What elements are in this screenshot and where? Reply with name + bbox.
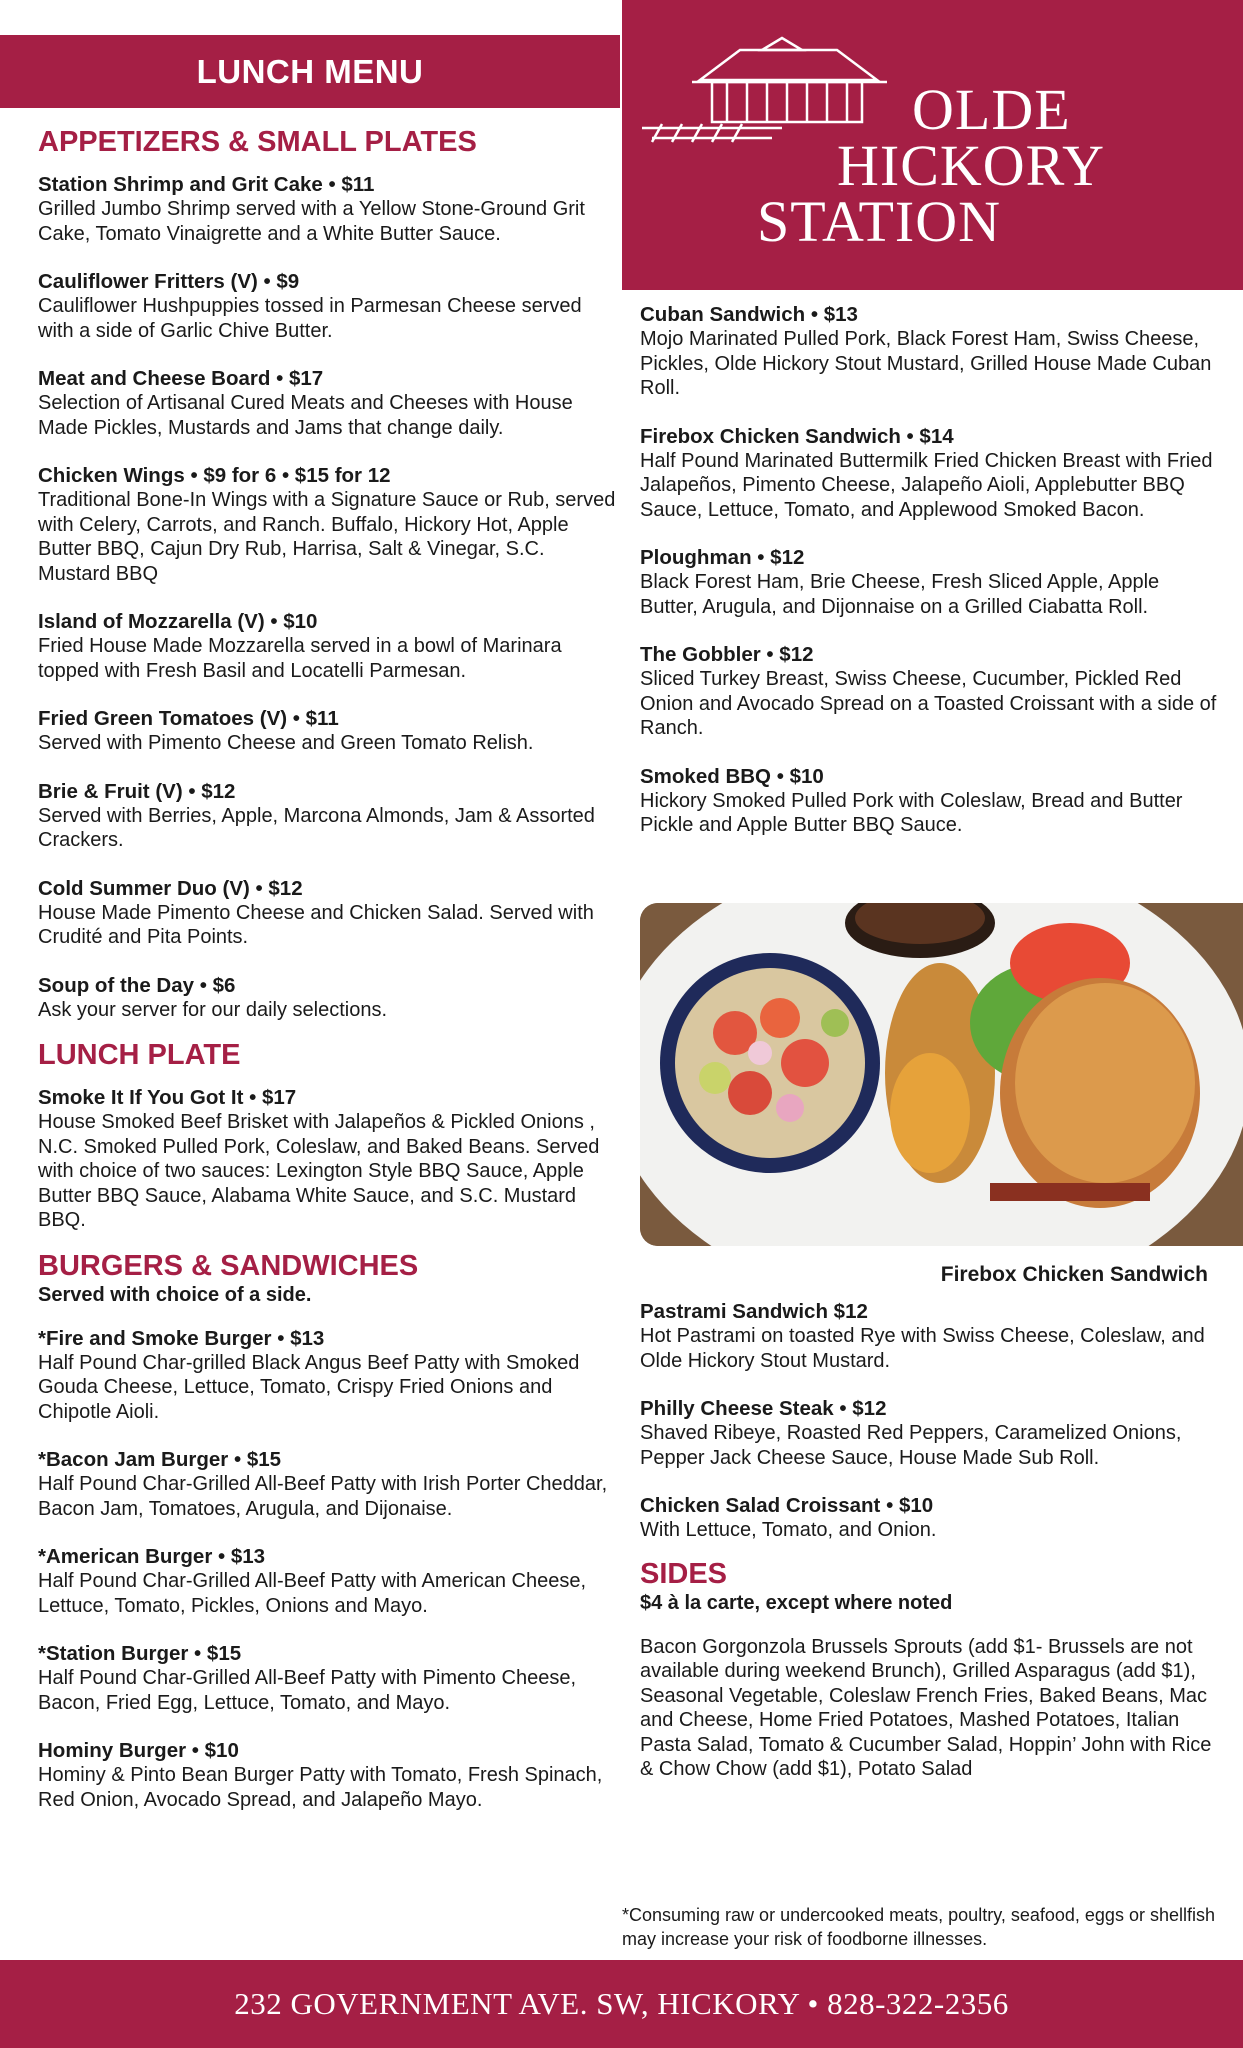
sides-title: SIDES	[640, 1557, 728, 1590]
menu-item	[38, 1642, 618, 1715]
item-desc: Hickory Smoked Pulled Pork with Coleslaw, Bread and Butter Pickle and Apple Butter BBQ Sauce.	[640, 789, 1183, 836]
item-name: Meat and Cheese Board • $17	[38, 367, 324, 390]
item-desc: Half Pound Char-Grilled All-Beef Patty with Irish Porter Cheddar, Bacon Jam, Tomatoes, Arugula, and Dijonaise.	[38, 1473, 608, 1520]
item-name: Chicken Wings • $9 for 6 • $15 for 12	[38, 464, 391, 487]
appetizers-title: APPETIZERS & SMALL PLATES	[38, 126, 477, 158]
menu-item	[38, 1448, 618, 1521]
address-footer: 232 GOVERNMENT AVE. SW, HICKORY • 828-322-2356	[0, 1960, 1243, 2048]
menu-item	[640, 765, 1220, 838]
item-name: Hominy Burger • $10	[38, 1739, 239, 1762]
item-name: Island of Mozzarella (V) • $10	[38, 610, 318, 633]
logo-line-3: STATION	[757, 189, 1002, 254]
item-desc: Mojo Marinated Pulled Pork, Black Forest Ham, Swiss Cheese, Pickles, Olde Hickory Stout Mustard, Grilled House Made Cuban Roll.	[640, 328, 1212, 399]
logo	[622, 0, 1243, 290]
menu-item	[38, 610, 618, 683]
item-desc: Sliced Turkey Breast, Swiss Cheese, Cucumber, Pickled Red Onion and Avocado Spread on a Toasted Croissant with a side of Ranch.	[640, 668, 1217, 739]
item-desc: Fried House Made Mozzarella served in a bowl of Marinara topped with Fresh Basil and Locatelli Parmesan.	[38, 635, 562, 682]
item-desc: Half Pound Char-grilled Black Angus Beef Patty with Smoked Gouda Cheese, Lettuce, Tomato, Crispy Fried Onions and Chipotle Aioli.	[38, 1351, 580, 1423]
item-name: *Bacon Jam Burger • $15	[38, 1448, 282, 1471]
item-desc: Half Pound Marinated Buttermilk Fried Chicken Breast with Fried Jalapeños, Pimento Cheese, Jalapeño Aioli, Applebutter BBQ Sauce, Lettuce, Tomato, and Applewood Smoked Bacon.	[640, 449, 1213, 521]
item-desc: Grilled Jumbo Shrimp served with a Yellow Stone-Ground Grit Cake, Tomato Vinaigrette and a White Butter Sauce.	[38, 198, 585, 245]
menu-item	[38, 1086, 618, 1233]
item-name: Cauliflower Fritters (V) • $9	[38, 270, 300, 293]
menu-item	[38, 780, 618, 853]
menu-item	[38, 1545, 618, 1618]
item-desc: Hot Pastrami on toasted Rye with Swiss Cheese, Coleslaw, and Olde Hickory Stout Mustard.	[640, 1325, 1205, 1372]
logo-wordmark	[757, 77, 1106, 254]
item-desc: Traditional Bone-In Wings with a Signature Sauce or Rub, served with Celery, Carrots, and Ranch. Buffalo, Hickory Hot, Apple Butter BBQ, Cajun Dry Rub, Harrisa, Salt & Vinegar, S.C. Mustard BBQ	[38, 489, 616, 585]
item-desc: Half Pound Char-Grilled All-Beef Patty with Pimento Cheese, Bacon, Fried Egg, Lettuce, Tomato, and Mayo.	[38, 1667, 577, 1714]
menu-item	[640, 1300, 1220, 1373]
right-column-upper	[640, 303, 1220, 862]
burgers-title: BURGERS & SANDWICHES	[38, 1249, 419, 1282]
item-name: Chicken Salad Croissant • $10	[640, 1494, 934, 1517]
food-photo	[640, 903, 1243, 1246]
item-desc: Selection of Artisanal Cured Meats and Cheeses with House Made Pickles, Mustards and Jams that change daily.	[38, 392, 573, 439]
item-name: Firebox Chicken Sandwich • $14	[640, 424, 954, 448]
food-safety-disclaimer: *Consuming raw or undercooked meats, poultry, seafood, eggs or shellfish may increase your risk of foodborne illnesses.	[622, 1905, 1215, 1949]
item-name: Pastrami Sandwich $12	[640, 1300, 868, 1323]
menu-item	[38, 270, 618, 343]
item-name: *American Burger • $13	[38, 1545, 266, 1568]
item-name: Fried Green Tomatoes (V) • $11	[38, 707, 339, 730]
item-name: *Fire and Smoke Burger • $13	[38, 1326, 325, 1350]
menu-item	[38, 1327, 618, 1425]
menu-item	[38, 1739, 618, 1812]
sides-subtitle: $4 à la carte, except where noted	[640, 1591, 953, 1614]
burgers-subtitle: Served with choice of a side.	[38, 1283, 312, 1306]
sides-list: Bacon Gorgonzola Brussels Sprouts (add $1- Brussels are not available during weekend Brunch), Grilled Asparagus (add $1), Seasonal Vegetable, Coleslaw French Fries, Baked Beans, Mac and Cheese, Home Fried Potatoes, Mashed Potatoes, Italian Pasta Salad, Tomato & Cucumber Salad, Hoppin’ John with Rice & Chow Chow (add $1), Potato Salad	[640, 1635, 1212, 1780]
item-name: Ploughman • $12	[640, 546, 805, 569]
right-column-lower	[640, 1300, 1220, 1782]
item-name: Cuban Sandwich • $13	[640, 303, 858, 326]
menu-item	[640, 643, 1220, 741]
item-name: Smoke It If You Got It • $17	[38, 1086, 297, 1109]
menu-item	[38, 367, 618, 440]
menu-item	[640, 425, 1220, 523]
item-desc: With Lettuce, Tomato, and Onion.	[640, 1519, 937, 1541]
menu-item	[640, 546, 1220, 619]
item-name: Smoked BBQ • $10	[640, 764, 824, 788]
item-name: The Gobbler • $12	[640, 643, 814, 666]
item-name: Station Shrimp and Grit Cake • $11	[38, 173, 375, 196]
menu-item	[38, 464, 618, 586]
sandwich-plate-illustration	[640, 903, 1243, 1246]
logo-line-1: OLDE	[912, 77, 1071, 142]
menu-item	[640, 1494, 1220, 1543]
item-desc: Cauliflower Hushpuppies tossed in Parmesan Cheese served with a side of Garlic Chive Butter.	[38, 295, 582, 342]
lunch-menu-banner: LUNCH MENU	[0, 35, 620, 108]
lunch-plate-title: LUNCH PLATE	[38, 1039, 241, 1071]
appetizers-list	[38, 173, 618, 1022]
item-desc: House Made Pimento Cheese and Chicken Salad. Served with Crudité and Pita Points.	[38, 901, 594, 948]
item-name: Philly Cheese Steak • $12	[640, 1397, 887, 1420]
item-desc: Black Forest Ham, Brie Cheese, Fresh Sliced Apple, Apple Butter, Arugula, and Dijonnaise on a Grilled Ciabatta Roll.	[640, 571, 1160, 618]
item-desc: Served with Berries, Apple, Marcona Almonds, Jam & Assorted Crackers.	[38, 804, 595, 851]
menu-item	[38, 173, 618, 246]
menu-item	[38, 877, 618, 950]
menu-item	[38, 707, 618, 756]
item-desc: Hominy & Pinto Bean Burger Patty with Tomato, Fresh Spinach, Red Onion, Avocado Spread, and Jalapeño Mayo.	[38, 1764, 603, 1811]
photo-caption: Firebox Chicken Sandwich	[940, 1263, 1208, 1286]
item-name: *Station Burger • $15	[38, 1642, 242, 1665]
logo-line-2: HICKORY	[837, 133, 1106, 198]
item-name: Brie & Fruit (V) • $12	[38, 779, 236, 803]
left-column	[38, 125, 618, 1836]
menu-item	[38, 974, 618, 1023]
item-name: Soup of the Day • $6	[38, 973, 236, 997]
menu-item	[640, 303, 1220, 401]
item-desc: Ask your server for our daily selections.	[38, 998, 388, 1021]
item-desc: House Smoked Beef Brisket with Jalapeños & Pickled Onions , N.C. Smoked Pulled Pork, Coleslaw, and Baked Beans. Served with choice of two sauces: Lexington Style BBQ Sauce, Apple Butter BBQ Sauce, Alabama White Sauce, and S.C. Mustard BBQ.	[38, 1111, 600, 1231]
item-name: Cold Summer Duo (V) • $12	[38, 876, 303, 900]
item-desc: Served with Pimento Cheese and Green Tomato Relish.	[38, 732, 534, 754]
item-desc: Shaved Ribeye, Roasted Red Peppers, Caramelized Onions, Pepper Jack Cheese Sauce, House Made Sub Roll.	[640, 1422, 1182, 1469]
menu-item	[640, 1397, 1220, 1470]
item-desc: Half Pound Char-Grilled All-Beef Patty with American Cheese, Lettuce, Tomato, Pickles, Onions and Mayo.	[38, 1570, 587, 1617]
